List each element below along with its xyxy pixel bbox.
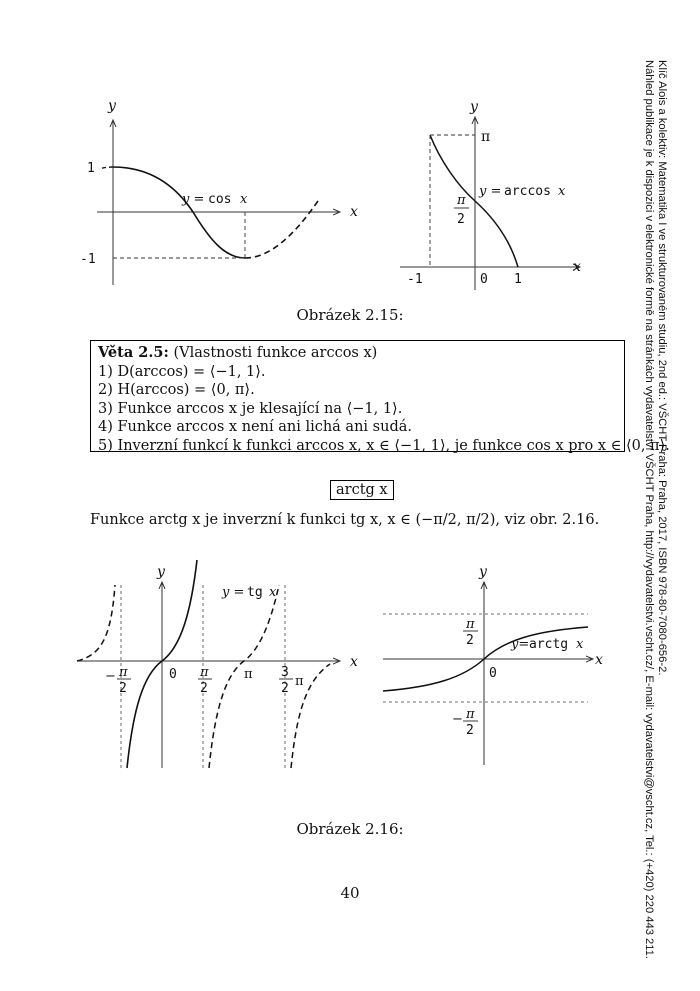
tan-plot xyxy=(75,560,375,770)
tan-tick-neg-pi: π xyxy=(119,665,128,680)
publisher-note-line-2: Náhled publikace je k dispozici v elektronické formě na stránkách vydavatelství VŠCHT Praha, http://vydavatelstvi.vscht.cz/, E-mail: vydavatelstvi@vscht.cz, Tel.: (+420) 220 443 211. xyxy=(643,60,655,959)
theorem-item: 2) H(arccos) = ⟨0, π⟩. xyxy=(98,382,255,398)
tan-tick-three-two: 2 xyxy=(281,681,289,696)
tan-tick-neg-sign: − xyxy=(105,669,116,684)
figure-2-16-caption: Obrázek 2.16: xyxy=(296,820,404,838)
intro-paragraph: Funkce arctg x je inverzní k funkci tg x, x ∈ (−π/2, π/2), viz obr. 2.16. xyxy=(90,512,600,528)
arctan-x-label: x xyxy=(595,652,603,668)
cos-curve-left-extension xyxy=(99,167,113,169)
arccos-curve xyxy=(430,135,518,267)
tan-tick-two: 2 xyxy=(200,681,208,696)
theorem-item: 4) Funkce arccos x není ani lichá ani sudá. xyxy=(98,419,412,435)
arctan-eq-prefix: y= xyxy=(511,637,530,652)
cos-eq-var: x xyxy=(240,192,248,207)
arctan-tick-pi: π xyxy=(466,617,475,632)
theorem-box xyxy=(90,340,670,454)
theorem-item: 5) Inverzní funkcí k funkci arccos x, x ∈ ⟨−1, 1⟩, je funkce cos x pro x ∈ ⟨0, π⟩. xyxy=(98,437,670,454)
section-label-arctg: arctg x xyxy=(330,480,394,500)
arccos-plot xyxy=(395,95,595,295)
cos-tick-one: 1 xyxy=(87,161,95,176)
arccos-tick-pi: π xyxy=(481,129,491,145)
cos-y-label: y xyxy=(108,98,116,114)
cos-x-label: x xyxy=(350,204,358,220)
arctan-y-label: y xyxy=(479,564,487,580)
arccos-tick-pi-half-den: 2 xyxy=(457,212,465,227)
tan-eq-prefix: y = xyxy=(222,585,245,600)
tan-tick-three: 3 xyxy=(281,665,289,680)
tan-tick-zero: 0 xyxy=(169,667,177,682)
tan-tick-three-pi: π xyxy=(295,674,304,689)
cos-eq-prefix: y = xyxy=(182,192,205,207)
arccos-eq-prefix: y = xyxy=(479,184,502,199)
cos-curve-extension xyxy=(245,198,320,258)
arccos-tick-zero: 0 xyxy=(480,272,488,287)
tan-tick-pi-alone: π xyxy=(244,667,253,682)
theorem-title-rest: (Vlastnosti funkce arccos x) xyxy=(173,345,378,361)
arctan-eq-var: x xyxy=(576,637,584,652)
tan-eq-func: tg xyxy=(247,585,263,600)
arctan-eq-func: arctg xyxy=(529,637,569,652)
theorem-item: 3) Funkce arccos x je klesající na ⟨−1, 1⟩. xyxy=(98,400,403,417)
tan-tick-neg-two: 2 xyxy=(119,681,127,696)
arccos-eq-func: arccos xyxy=(504,184,551,199)
cos-eq-func: cos xyxy=(208,192,232,207)
tan-y-label: y xyxy=(157,564,165,580)
tan-branch-left xyxy=(77,585,115,661)
theorem-title-line xyxy=(98,344,617,363)
arctan-tick-neg-sign: − xyxy=(452,712,463,727)
arctan-tick-neg-pi: π xyxy=(466,707,475,722)
arctan-plot xyxy=(383,560,613,770)
arccos-tick-pi-half-num: π xyxy=(457,193,466,208)
arctan-tick-two: 2 xyxy=(466,633,474,648)
publisher-note-line-1: Klíč Alois a kolektiv: Matematika I ve strukturovaném studiu, 2nd ed.: VŠCHT Praha: Praha, 2017, ISBN 978-80-7080-656-2. xyxy=(656,60,668,676)
arctan-tick-neg-two: 2 xyxy=(466,723,474,738)
tan-tick-pi: π xyxy=(200,665,209,680)
arccos-tick-minus-one: -1 xyxy=(407,272,423,287)
arccos-eq-var: x xyxy=(558,184,566,199)
tan-x-label: x xyxy=(350,654,358,670)
arccos-y-label: y xyxy=(470,99,478,115)
arccos-x-label: x xyxy=(573,259,581,275)
arctan-tick-zero: 0 xyxy=(489,666,497,681)
cos-plot xyxy=(75,95,375,295)
theorem-item: 1) D(arccos) = ⟨−1, 1⟩. xyxy=(98,363,266,380)
cos-tick-minus-one: -1 xyxy=(80,252,96,267)
arccos-tick-one: 1 xyxy=(514,272,522,287)
page-number: 40 xyxy=(340,884,360,902)
theorem-title: Věta 2.5: xyxy=(98,344,169,361)
figure-2-15-caption: Obrázek 2.15: xyxy=(296,306,404,324)
tan-eq-var: x xyxy=(269,585,277,600)
